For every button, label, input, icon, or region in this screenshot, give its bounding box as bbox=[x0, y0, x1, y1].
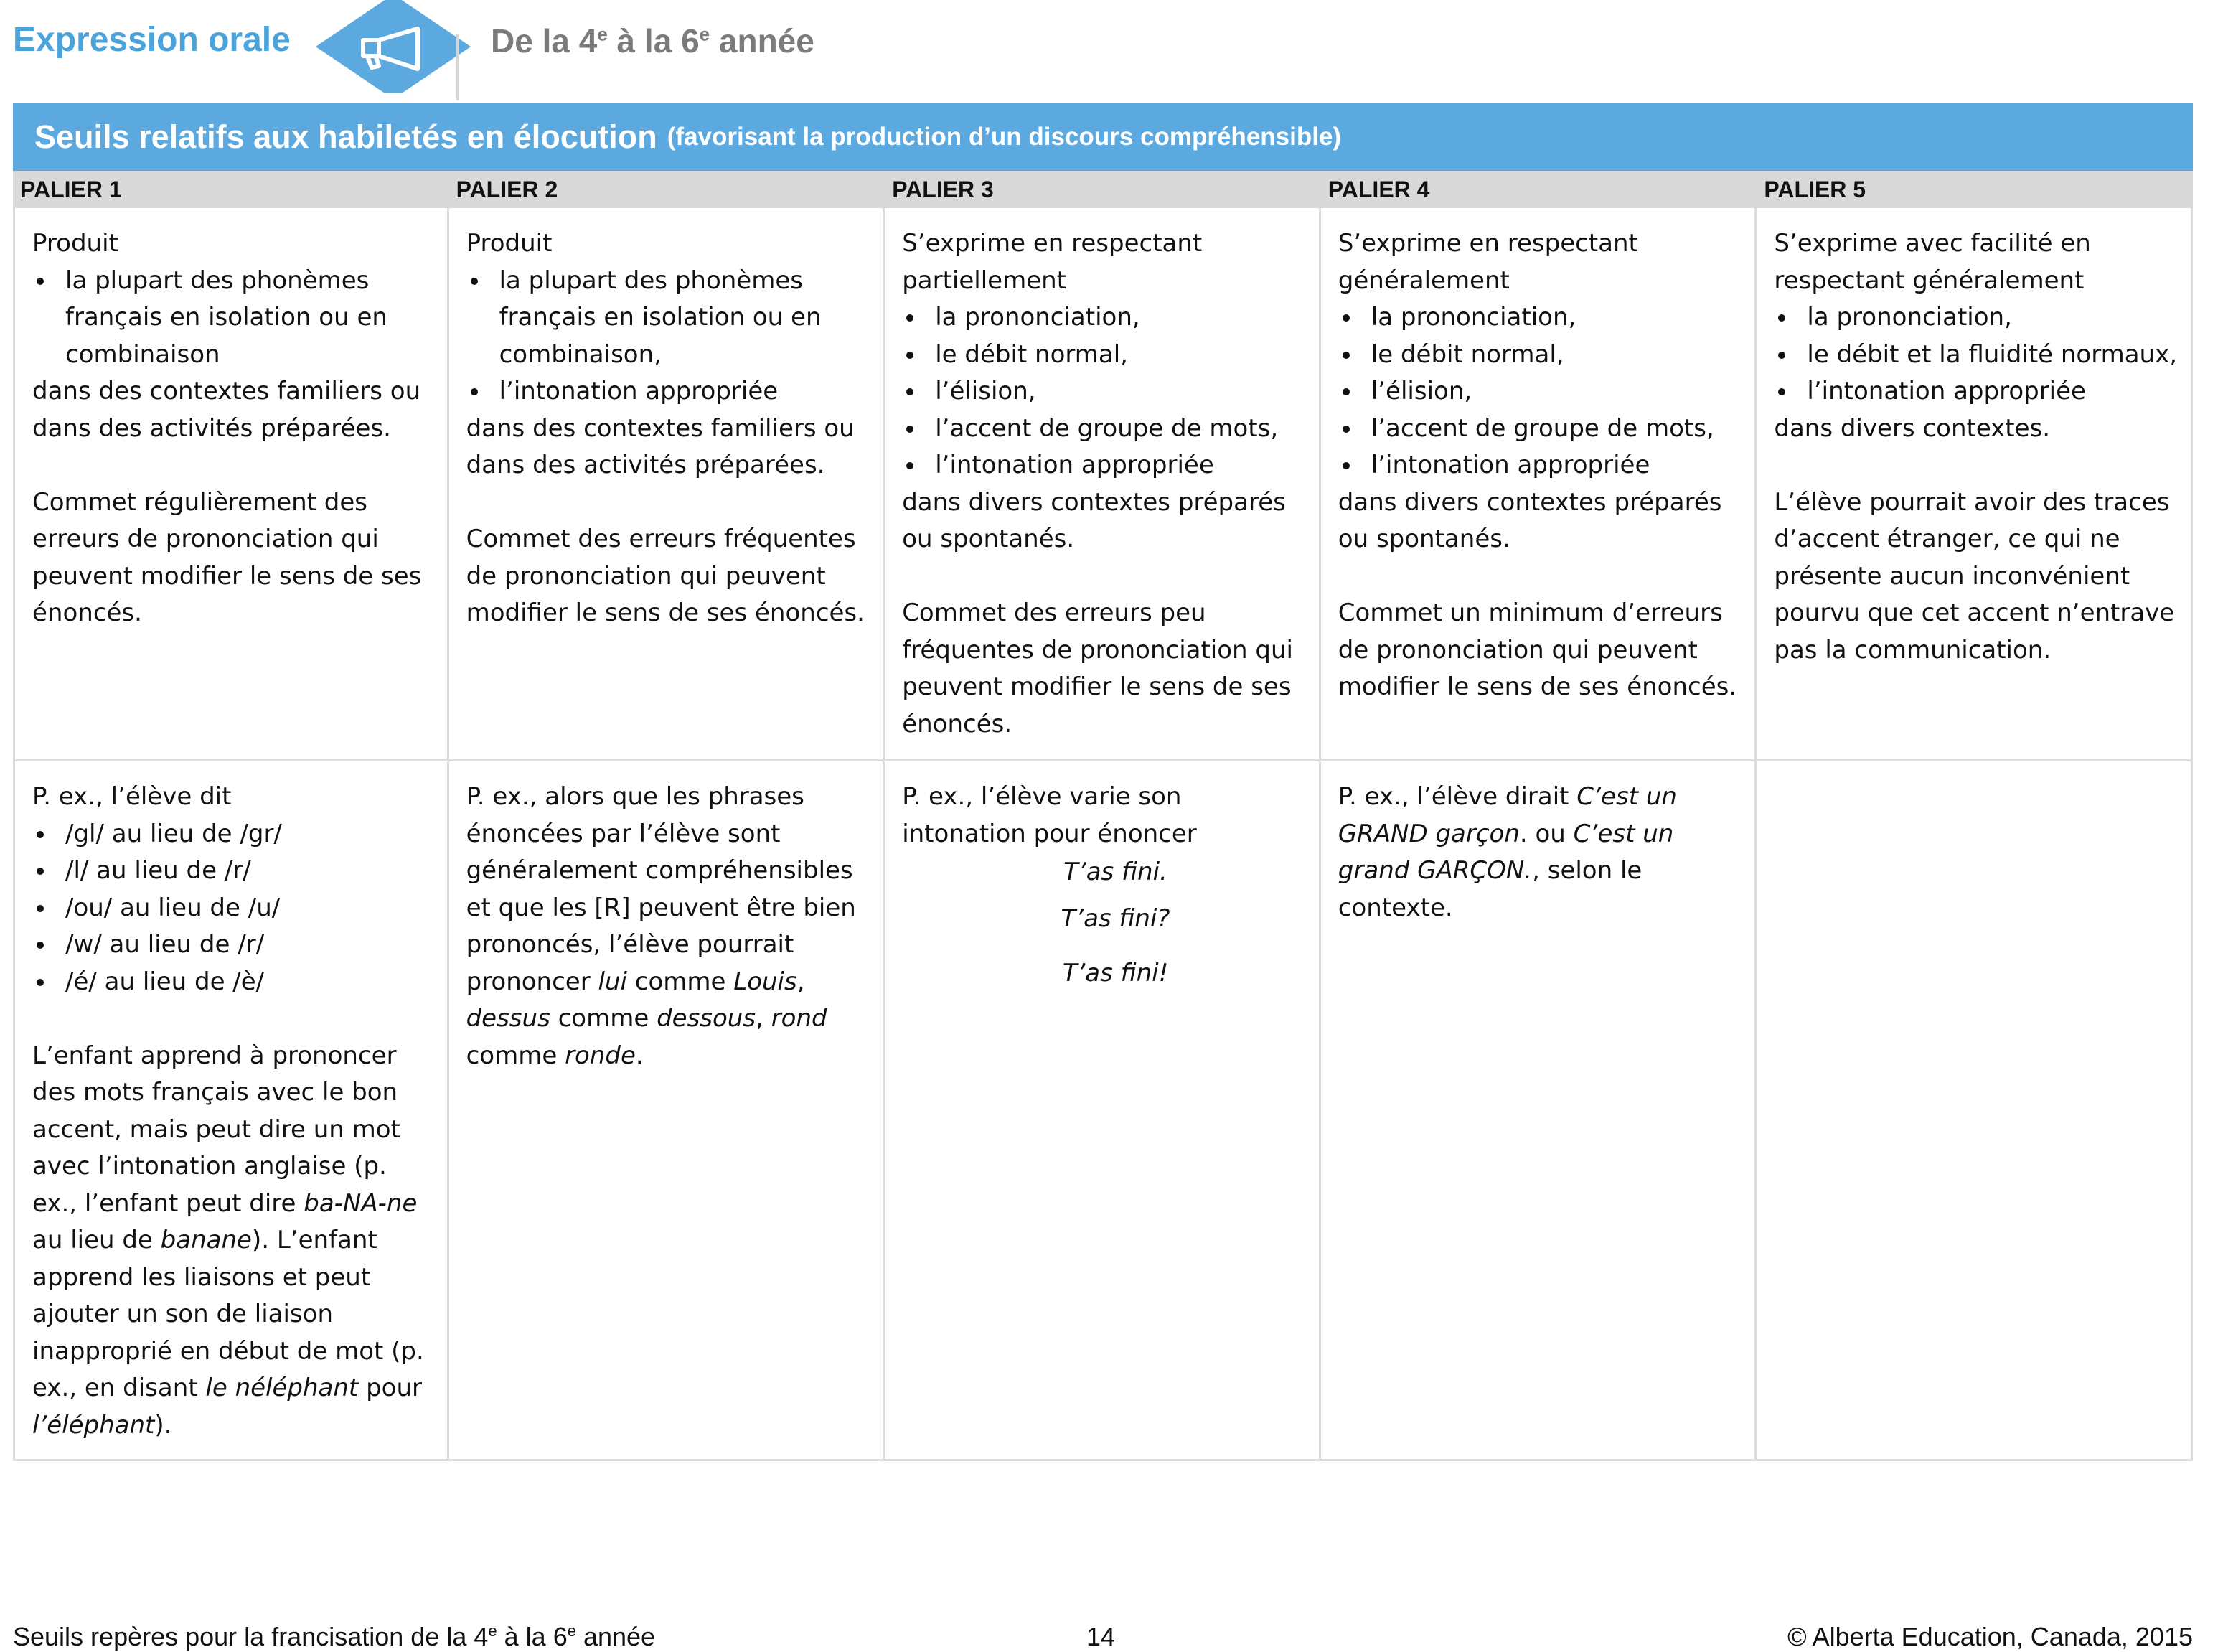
level-header-2: PALIER 2 bbox=[456, 177, 558, 202]
section-badge bbox=[316, 0, 474, 93]
example-cell-3 bbox=[885, 761, 1321, 1459]
cell-context: dans divers contextes préparés ou spontanés. bbox=[1338, 487, 1722, 553]
example-paragraph: P. ex., l’élève dirait C’est un GRAND garçon. ou C’est un grand GARÇON., selon le contexte. bbox=[1338, 782, 1677, 922]
list-item: la plupart des phonèmes français en isolation ou en combinaison bbox=[32, 263, 436, 374]
cell-note: Commet des erreurs fréquentes de prononciation qui peuvent modifier le sens de ses énoncés. bbox=[466, 525, 865, 627]
bullet-list bbox=[1774, 299, 2179, 410]
page-header bbox=[0, 0, 2223, 100]
page-number: 14 bbox=[1086, 1622, 1116, 1651]
cell-intro: S’exprime en respectant partiellement bbox=[902, 229, 1203, 295]
example-row bbox=[13, 761, 2193, 1461]
cell-note: Commet régulièrement des erreurs de prononciation qui peuvent modifier le sens de ses énoncés. bbox=[32, 487, 422, 627]
example-paragraph: P. ex., alors que les phrases énoncées par l’élève sont généralement compréhensibles et que les [R] peuvent être bien prononcés, l’élève pourrait prononcer lui comme Louis, dessus comme dessous, rond comme ronde. bbox=[466, 782, 856, 1070]
list-item: la plupart des phonèmes français en isolation ou en combinaison, bbox=[466, 263, 872, 374]
list-item: l’accent de groupe de mots, bbox=[902, 410, 1307, 448]
list-item: le débit normal, bbox=[902, 337, 1307, 374]
level-header-3: PALIER 3 bbox=[892, 177, 994, 202]
cell-context: dans divers contextes préparés ou spontanés. bbox=[902, 487, 1286, 553]
list-item: le débit normal, bbox=[1338, 337, 1744, 374]
list-item: l’intonation appropriée bbox=[902, 447, 1307, 484]
list-item: l’intonation appropriée bbox=[1338, 447, 1744, 484]
level-header-1: PALIER 1 bbox=[20, 177, 122, 202]
list-item: l’intonation appropriée bbox=[1774, 373, 2179, 410]
cell-note: Commet des erreurs peu fréquentes de prononciation qui peuvent modifier le sens de ses énoncés. bbox=[902, 599, 1293, 738]
example-phrase: T’as fini! bbox=[1062, 959, 1169, 987]
list-item: la prononciation, bbox=[902, 299, 1307, 337]
list-item: l’accent de groupe de mots, bbox=[1338, 410, 1744, 448]
list-item: l’élision, bbox=[902, 373, 1307, 410]
list-item: /gl/ au lieu de /gr/ bbox=[32, 816, 436, 853]
grade-range: De la 4e à la 6e année bbox=[491, 22, 814, 60]
list-item: /l/ au lieu de /r/ bbox=[32, 853, 436, 890]
example-intro: P. ex., l’élève dit bbox=[32, 782, 232, 811]
document-title: Seuils repères pour la francisation de la 4e à la 6e année bbox=[13, 1622, 656, 1651]
bullet-list bbox=[466, 263, 872, 410]
example-phrase: T’as fini. bbox=[1063, 858, 1167, 886]
description-cell-2 bbox=[449, 208, 885, 759]
cell-intro: S’exprime en respectant généralement bbox=[1338, 229, 1638, 295]
example-intro: P. ex., l’élève varie son intonation pour énoncer bbox=[902, 782, 1197, 848]
cell-note: L’élève pourrait avoir des traces d’accent étranger, ce qui ne présente aucun inconvénient pourvu que cet accent n’entrave pas la communication. bbox=[1774, 487, 2175, 665]
banner-title: Seuils relatifs aux habiletés en élocution bbox=[34, 118, 657, 155]
copyright: © Alberta Education, Canada, 2015 bbox=[1787, 1622, 2193, 1651]
example-cell-1 bbox=[13, 761, 449, 1459]
list-item: /w/ au lieu de /r/ bbox=[32, 926, 436, 964]
description-row bbox=[13, 208, 2193, 761]
cell-intro: Produit bbox=[466, 229, 553, 258]
cell-context: dans des contextes familiers ou dans des activités préparées. bbox=[32, 377, 421, 443]
bullet-list bbox=[32, 816, 436, 1001]
example-cell-2 bbox=[449, 761, 885, 1459]
example-cell-4 bbox=[1321, 761, 1757, 1459]
cell-context: dans divers contextes. bbox=[1774, 413, 2051, 443]
list-item: l’élision, bbox=[1338, 373, 1744, 410]
list-item: le débit et la fluidité normaux, bbox=[1774, 337, 2179, 374]
list-item: /ou/ au lieu de /u/ bbox=[32, 890, 436, 927]
description-cell-1 bbox=[13, 208, 449, 759]
thresholds-table bbox=[13, 103, 2193, 1461]
table-banner bbox=[13, 103, 2193, 171]
list-item: la prononciation, bbox=[1338, 299, 1744, 337]
header-divider bbox=[456, 34, 459, 100]
list-item: /é/ au lieu de /è/ bbox=[32, 964, 436, 1001]
bullet-list bbox=[902, 299, 1307, 484]
description-cell-4 bbox=[1321, 208, 1757, 759]
section-title: Expression orale bbox=[13, 21, 291, 59]
page-footer bbox=[0, 1622, 2223, 1652]
banner-note: (favorisant la production d’un discours compréhensible) bbox=[667, 123, 1342, 151]
description-cell-5 bbox=[1757, 208, 2193, 759]
cell-note: Commet un minimum d’erreurs de prononciation qui peuvent modifier le sens de ses énoncés. bbox=[1338, 599, 1737, 701]
description-cell-3 bbox=[885, 208, 1321, 759]
list-item: l’intonation appropriée bbox=[466, 373, 872, 410]
bullet-list bbox=[32, 263, 436, 374]
example-phrase: T’as fini? bbox=[1061, 904, 1170, 933]
level-header-4: PALIER 4 bbox=[1327, 177, 1430, 202]
level-header-row bbox=[13, 171, 2193, 208]
bullet-list bbox=[1338, 299, 1744, 484]
level-header-5: PALIER 5 bbox=[1764, 177, 1866, 202]
cell-intro: S’exprime avec facilité en respectant généralement bbox=[1774, 229, 2091, 295]
list-item: la prononciation, bbox=[1774, 299, 2179, 337]
example-paragraph: L’enfant apprend à prononcer des mots français avec le bon accent, mais peut dire un mot avec l’intonation anglaise (p. ex., l’enfant peut dire ba-NA-ne au lieu de banane). L’enfant apprend les liaisons et peut ajouter un son de liaison inapproprié en début de mot (p. ex., en disant le néléphant pour l’éléphant). bbox=[32, 1041, 424, 1440]
badge-diamond bbox=[316, 0, 471, 93]
cell-context: dans des contextes familiers ou dans des activités préparées. bbox=[466, 413, 855, 479]
cell-intro: Produit bbox=[32, 229, 118, 258]
example-cell-5 bbox=[1757, 761, 2193, 1459]
